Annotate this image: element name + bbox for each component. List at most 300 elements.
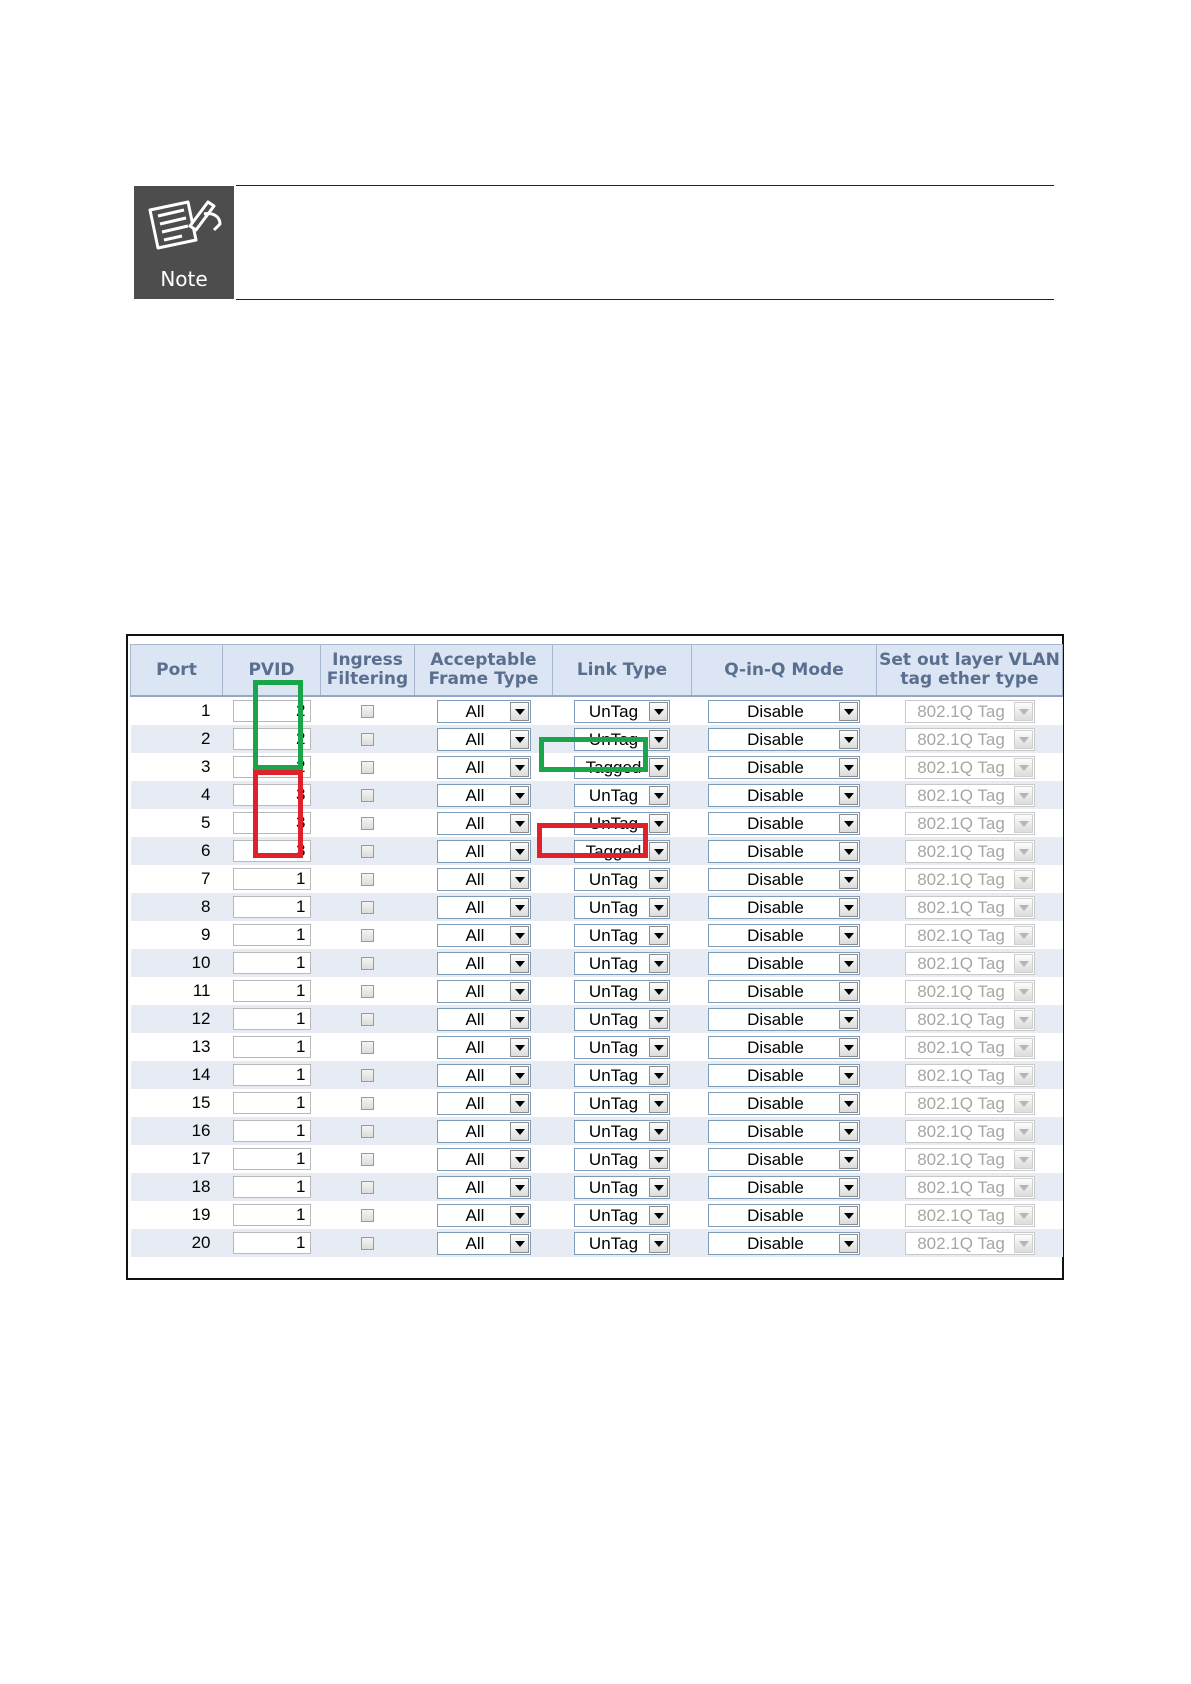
qinq-mode-select[interactable] (708, 700, 860, 723)
header-frame-line2: Frame Type (428, 669, 539, 689)
chevron-down-icon[interactable] (649, 870, 668, 889)
tag-type-cell (877, 949, 1063, 977)
link-type-select[interactable] (574, 1092, 670, 1115)
chevron-down-icon[interactable] (649, 814, 668, 833)
port-cell (131, 1145, 223, 1173)
qinq-mode-value: Disable (747, 1233, 804, 1253)
pvid-input[interactable]: 1 (233, 1204, 311, 1226)
tag-ether-type-value: 802.1Q Tag (917, 841, 1005, 861)
ingress-cell (321, 1089, 415, 1117)
qinq-mode-select[interactable] (708, 1064, 860, 1087)
qinq-mode-value: Disable (747, 757, 804, 777)
frame-type-select[interactable] (437, 1120, 531, 1143)
qinq-mode-value: Disable (747, 953, 804, 973)
frame-type-select[interactable] (437, 952, 531, 975)
qinq-mode-select[interactable] (708, 1204, 860, 1227)
table-row (131, 1005, 1063, 1033)
frame-type-value: All (465, 897, 485, 917)
port-number: 6 (201, 841, 211, 860)
link-type-select[interactable] (574, 1148, 670, 1171)
chevron-down-icon[interactable] (510, 1010, 529, 1029)
port-cell (131, 1033, 223, 1061)
link-type-value: UnTag (588, 1009, 639, 1029)
link-type-select[interactable] (574, 700, 670, 723)
qinq-mode-select[interactable] (708, 868, 860, 891)
frame-type-select[interactable] (437, 812, 531, 835)
qinq-mode-select[interactable] (708, 812, 860, 835)
frame-type-value: All (465, 841, 485, 861)
pvid-input[interactable]: 2 (233, 756, 311, 778)
pvid-cell (223, 753, 321, 781)
tag-ether-type-value: 802.1Q Tag (917, 1205, 1005, 1225)
ingress-filtering-checkbox[interactable] (361, 929, 374, 942)
ingress-cell (321, 977, 415, 1005)
header-qinq-mode (692, 645, 877, 697)
chevron-down-icon (1014, 1206, 1033, 1225)
chevron-down-icon[interactable] (839, 1122, 858, 1141)
link-type-select[interactable] (574, 1176, 670, 1199)
frame-type-select[interactable] (437, 1204, 531, 1227)
chevron-down-icon[interactable] (649, 1066, 668, 1085)
frame-type-cell (415, 1173, 553, 1201)
chevron-down-icon[interactable] (510, 982, 529, 1001)
tag-type-cell (877, 1229, 1063, 1257)
tag-type-cell (877, 977, 1063, 1005)
pvid-input[interactable]: 3 (233, 840, 311, 862)
frame-type-select[interactable] (437, 1008, 531, 1031)
pvid-input[interactable]: 1 (233, 1120, 311, 1142)
port-cell (131, 837, 223, 865)
port-number: 20 (191, 1233, 211, 1252)
pvid-input[interactable]: 1 (233, 1092, 311, 1114)
chevron-down-icon[interactable] (649, 842, 668, 861)
note-label: Note (160, 267, 208, 291)
link-type-select[interactable] (574, 980, 670, 1003)
chevron-down-icon[interactable] (839, 926, 858, 945)
tag-type-cell (877, 725, 1063, 753)
frame-type-cell (415, 1005, 553, 1033)
ingress-cell (321, 1173, 415, 1201)
pvid-input[interactable]: 1 (233, 924, 311, 946)
chevron-down-icon[interactable] (839, 1094, 858, 1113)
link-type-select[interactable] (574, 1232, 670, 1255)
chevron-down-icon[interactable] (649, 1038, 668, 1057)
chevron-down-icon[interactable] (510, 1206, 529, 1225)
chevron-down-icon[interactable] (649, 898, 668, 917)
vlan-port-config-panel (126, 634, 1064, 1280)
frame-type-value: All (465, 1065, 485, 1085)
frame-type-value: All (465, 981, 485, 1001)
pvid-cell (223, 1117, 321, 1145)
link-type-select[interactable] (574, 1008, 670, 1031)
table-row (131, 977, 1063, 1005)
qinq-mode-value: Disable (747, 813, 804, 833)
qinq-mode-select[interactable] (708, 1092, 860, 1115)
header-frame-type (415, 645, 553, 697)
port-cell (131, 753, 223, 781)
chevron-down-icon[interactable] (510, 842, 529, 861)
link-type-select[interactable] (574, 812, 670, 835)
qinq-cell (692, 837, 877, 865)
tag-ether-type-value: 802.1Q Tag (917, 1121, 1005, 1141)
pvid-input[interactable]: 1 (233, 1232, 311, 1254)
ingress-filtering-checkbox[interactable] (361, 873, 374, 886)
pvid-input[interactable]: 1 (233, 1176, 311, 1198)
qinq-mode-value: Disable (747, 701, 804, 721)
chevron-down-icon (1014, 730, 1033, 749)
frame-type-select[interactable] (437, 1064, 531, 1087)
ingress-filtering-checkbox[interactable] (361, 789, 374, 802)
tag-ether-type-select (905, 784, 1035, 807)
frame-type-select[interactable] (437, 924, 531, 947)
qinq-mode-select[interactable] (708, 1036, 860, 1059)
header-qinq-label: Q-in-Q Mode (724, 659, 844, 680)
qinq-cell (692, 1173, 877, 1201)
ingress-cell (321, 696, 415, 725)
ingress-filtering-checkbox[interactable] (361, 705, 374, 718)
ingress-filtering-checkbox[interactable] (361, 957, 374, 970)
qinq-mode-value: Disable (747, 1009, 804, 1029)
link-type-select[interactable] (574, 1036, 670, 1059)
chevron-down-icon[interactable] (510, 702, 529, 721)
chevron-down-icon[interactable] (649, 1206, 668, 1225)
chevron-down-icon[interactable] (839, 898, 858, 917)
port-cell (131, 865, 223, 893)
chevron-down-icon[interactable] (649, 1150, 668, 1169)
pvid-input[interactable]: 3 (233, 812, 311, 834)
qinq-mode-value: Disable (747, 1065, 804, 1085)
chevron-down-icon (1014, 926, 1033, 945)
pvid-input[interactable]: 1 (233, 952, 311, 974)
tag-ether-type-select (905, 1064, 1035, 1087)
pvid-input[interactable]: 1 (233, 980, 311, 1002)
ingress-filtering-checkbox[interactable] (361, 1125, 374, 1138)
qinq-mode-select[interactable] (708, 756, 860, 779)
link-type-cell (553, 753, 692, 781)
header-pvid (223, 645, 321, 697)
chevron-down-icon[interactable] (649, 1122, 668, 1141)
chevron-down-icon (1014, 1178, 1033, 1197)
frame-type-value: All (465, 1037, 485, 1057)
tag-ether-type-value: 802.1Q Tag (917, 757, 1005, 777)
chevron-down-icon[interactable] (839, 954, 858, 973)
chevron-down-icon[interactable] (839, 1206, 858, 1225)
chevron-down-icon[interactable] (649, 786, 668, 805)
ingress-filtering-checkbox[interactable] (361, 845, 374, 858)
chevron-down-icon[interactable] (649, 1010, 668, 1029)
tag-ether-type-select (905, 868, 1035, 891)
ingress-filtering-checkbox[interactable] (361, 1181, 374, 1194)
link-type-value: UnTag (588, 729, 639, 749)
ingress-cell (321, 1061, 415, 1089)
tag-ether-type-select (905, 1232, 1035, 1255)
link-type-select[interactable] (574, 756, 670, 779)
port-number: 10 (191, 953, 211, 972)
qinq-mode-select[interactable] (708, 1176, 860, 1199)
tag-ether-type-value: 802.1Q Tag (917, 897, 1005, 917)
frame-type-select[interactable] (437, 728, 531, 751)
chevron-down-icon[interactable] (510, 1150, 529, 1169)
port-cell (131, 696, 223, 725)
link-type-select[interactable] (574, 1120, 670, 1143)
chevron-down-icon[interactable] (839, 1178, 858, 1197)
pvid-input[interactable]: 1 (233, 1148, 311, 1170)
ingress-cell (321, 725, 415, 753)
qinq-cell (692, 725, 877, 753)
chevron-down-icon (1014, 982, 1033, 1001)
port-cell (131, 949, 223, 977)
link-type-select[interactable] (574, 840, 670, 863)
tag-type-cell (877, 1145, 1063, 1173)
frame-type-select[interactable] (437, 1148, 531, 1171)
chevron-down-icon[interactable] (510, 1094, 529, 1113)
link-type-cell (553, 1145, 692, 1173)
qinq-mode-select[interactable] (708, 784, 860, 807)
table-row (131, 781, 1063, 809)
chevron-down-icon (1014, 1010, 1033, 1029)
qinq-cell (692, 1229, 877, 1257)
tag-type-cell (877, 1201, 1063, 1229)
chevron-down-icon[interactable] (510, 758, 529, 777)
tag-ether-type-value: 802.1Q Tag (917, 1037, 1005, 1057)
qinq-cell (692, 949, 877, 977)
ingress-filtering-checkbox[interactable] (361, 761, 374, 774)
chevron-down-icon[interactable] (839, 870, 858, 889)
pvid-input[interactable]: 3 (233, 784, 311, 806)
frame-type-cell (415, 1145, 553, 1173)
ingress-filtering-checkbox[interactable] (361, 817, 374, 830)
port-number: 8 (201, 897, 211, 916)
link-type-select[interactable] (574, 1064, 670, 1087)
tag-type-cell (877, 1173, 1063, 1201)
chevron-down-icon (1014, 1094, 1033, 1113)
port-cell (131, 1089, 223, 1117)
chevron-down-icon (1014, 1038, 1033, 1057)
tag-ether-type-value: 802.1Q Tag (917, 1149, 1005, 1169)
chevron-down-icon[interactable] (649, 954, 668, 973)
qinq-mode-select[interactable] (708, 1008, 860, 1031)
chevron-down-icon[interactable] (649, 702, 668, 721)
chevron-down-icon[interactable] (649, 730, 668, 749)
qinq-mode-select[interactable] (708, 728, 860, 751)
chevron-down-icon[interactable] (510, 786, 529, 805)
chevron-down-icon[interactable] (510, 898, 529, 917)
pvid-cell (223, 1145, 321, 1173)
link-type-select[interactable] (574, 728, 670, 751)
chevron-down-icon[interactable] (510, 1178, 529, 1197)
chevron-down-icon[interactable] (510, 954, 529, 973)
chevron-down-icon[interactable] (839, 1066, 858, 1085)
pvid-input[interactable]: 1 (233, 1008, 311, 1030)
tag-type-cell (877, 1033, 1063, 1061)
link-type-cell (553, 921, 692, 949)
chevron-down-icon (1014, 1150, 1033, 1169)
chevron-down-icon[interactable] (510, 1066, 529, 1085)
link-type-cell (553, 837, 692, 865)
pvid-input[interactable]: 1 (233, 1036, 311, 1058)
pvid-input[interactable]: 1 (233, 868, 311, 890)
qinq-mode-select[interactable] (708, 1148, 860, 1171)
port-number: 16 (191, 1121, 211, 1140)
ingress-filtering-checkbox[interactable] (361, 1013, 374, 1026)
chevron-down-icon[interactable] (649, 982, 668, 1001)
frame-type-value: All (465, 813, 485, 833)
link-type-value: UnTag (588, 925, 639, 945)
link-type-select[interactable] (574, 896, 670, 919)
ingress-cell (321, 781, 415, 809)
pvid-input[interactable]: 2 (233, 700, 311, 722)
tag-ether-type-select (905, 1092, 1035, 1115)
tag-ether-type-value: 802.1Q Tag (917, 813, 1005, 833)
qinq-cell (692, 696, 877, 725)
chevron-down-icon[interactable] (839, 1150, 858, 1169)
link-type-select[interactable] (574, 952, 670, 975)
chevron-down-icon[interactable] (839, 1234, 858, 1253)
chevron-down-icon[interactable] (839, 730, 858, 749)
table-row (131, 949, 1063, 977)
tag-ether-type-select (905, 1008, 1035, 1031)
pvid-input[interactable]: 1 (233, 1064, 311, 1086)
qinq-cell (692, 921, 877, 949)
chevron-down-icon[interactable] (510, 1122, 529, 1141)
port-number: 19 (191, 1205, 211, 1224)
qinq-cell (692, 781, 877, 809)
frame-type-value: All (465, 1009, 485, 1029)
chevron-down-icon (1014, 898, 1033, 917)
frame-type-cell (415, 696, 553, 725)
link-type-value: Tagged (585, 757, 642, 777)
link-type-value: Tagged (585, 841, 642, 861)
qinq-mode-value: Disable (747, 1149, 804, 1169)
frame-type-select[interactable] (437, 1036, 531, 1059)
link-type-value: UnTag (588, 953, 639, 973)
link-type-select[interactable] (574, 868, 670, 891)
header-tag-ether-type (877, 645, 1063, 697)
frame-type-select[interactable] (437, 980, 531, 1003)
frame-type-cell (415, 753, 553, 781)
pvid-cell (223, 1201, 321, 1229)
link-type-cell (553, 781, 692, 809)
frame-type-select[interactable] (437, 784, 531, 807)
ingress-filtering-checkbox[interactable] (361, 1237, 374, 1250)
port-number: 3 (201, 757, 211, 776)
frame-type-select[interactable] (437, 1232, 531, 1255)
qinq-mode-select[interactable] (708, 952, 860, 975)
frame-type-select[interactable] (437, 868, 531, 891)
ingress-filtering-checkbox[interactable] (361, 1097, 374, 1110)
qinq-mode-value: Disable (747, 785, 804, 805)
link-type-select[interactable] (574, 924, 670, 947)
link-type-value: UnTag (588, 1037, 639, 1057)
port-cell (131, 921, 223, 949)
chevron-down-icon[interactable] (510, 814, 529, 833)
port-cell (131, 1061, 223, 1089)
qinq-mode-value: Disable (747, 841, 804, 861)
chevron-down-icon[interactable] (839, 814, 858, 833)
qinq-mode-value: Disable (747, 897, 804, 917)
ingress-filtering-checkbox[interactable] (361, 1041, 374, 1054)
pvid-input[interactable]: 2 (233, 728, 311, 750)
qinq-mode-select[interactable] (708, 924, 860, 947)
tag-type-cell (877, 1117, 1063, 1145)
ingress-filtering-checkbox[interactable] (361, 1069, 374, 1082)
frame-type-select[interactable] (437, 1092, 531, 1115)
chevron-down-icon[interactable] (649, 926, 668, 945)
chevron-down-icon[interactable] (839, 1010, 858, 1029)
chevron-down-icon[interactable] (839, 982, 858, 1001)
frame-type-select[interactable] (437, 756, 531, 779)
frame-type-select[interactable] (437, 1176, 531, 1199)
header-port-label: Port (156, 659, 197, 680)
ingress-cell (321, 1033, 415, 1061)
header-pvid-label: PVID (248, 659, 295, 680)
qinq-mode-select[interactable] (708, 1232, 860, 1255)
chevron-down-icon[interactable] (839, 786, 858, 805)
qinq-mode-select[interactable] (708, 980, 860, 1003)
port-number: 7 (201, 869, 211, 888)
pvid-cell (223, 696, 321, 725)
chevron-down-icon[interactable] (839, 842, 858, 861)
pvid-cell (223, 977, 321, 1005)
link-type-value: UnTag (588, 869, 639, 889)
tag-ether-type-value: 802.1Q Tag (917, 729, 1005, 749)
chevron-down-icon[interactable] (510, 730, 529, 749)
chevron-down-icon[interactable] (649, 1178, 668, 1197)
tag-ether-type-value: 802.1Q Tag (917, 981, 1005, 1001)
qinq-mode-select[interactable] (708, 1120, 860, 1143)
qinq-mode-select[interactable] (708, 840, 860, 863)
header-ingress-line1: Ingress (332, 650, 403, 670)
chevron-down-icon[interactable] (649, 758, 668, 777)
chevron-down-icon (1014, 870, 1033, 889)
chevron-down-icon[interactable] (839, 702, 858, 721)
link-type-value: UnTag (588, 981, 639, 1001)
frame-type-select[interactable] (437, 896, 531, 919)
table-header-row (131, 645, 1063, 697)
ingress-filtering-checkbox[interactable] (361, 985, 374, 998)
frame-type-select[interactable] (437, 700, 531, 723)
chevron-down-icon[interactable] (510, 1234, 529, 1253)
ingress-filtering-checkbox[interactable] (361, 1153, 374, 1166)
chevron-down-icon[interactable] (839, 758, 858, 777)
qinq-mode-select[interactable] (708, 896, 860, 919)
link-type-select[interactable] (574, 1204, 670, 1227)
chevron-down-icon[interactable] (839, 1038, 858, 1057)
chevron-down-icon[interactable] (510, 870, 529, 889)
chevron-down-icon[interactable] (649, 1094, 668, 1113)
ingress-filtering-checkbox[interactable] (361, 901, 374, 914)
ingress-filtering-checkbox[interactable] (361, 733, 374, 746)
pvid-cell (223, 809, 321, 837)
pvid-input[interactable]: 1 (233, 896, 311, 918)
frame-type-select[interactable] (437, 840, 531, 863)
link-type-value: UnTag (588, 1177, 639, 1197)
header-link-type (553, 645, 692, 697)
link-type-value: UnTag (588, 1205, 639, 1225)
chevron-down-icon[interactable] (649, 1234, 668, 1253)
qinq-mode-value: Disable (747, 869, 804, 889)
header-ingress-line2: Filtering (326, 669, 409, 689)
link-type-cell (553, 1005, 692, 1033)
tag-ether-type-value: 802.1Q Tag (917, 1093, 1005, 1113)
port-number: 4 (201, 785, 211, 804)
chevron-down-icon[interactable] (510, 926, 529, 945)
frame-type-cell (415, 1089, 553, 1117)
frame-type-cell (415, 837, 553, 865)
ingress-filtering-checkbox[interactable] (361, 1209, 374, 1222)
link-type-select[interactable] (574, 784, 670, 807)
chevron-down-icon[interactable] (510, 1038, 529, 1057)
